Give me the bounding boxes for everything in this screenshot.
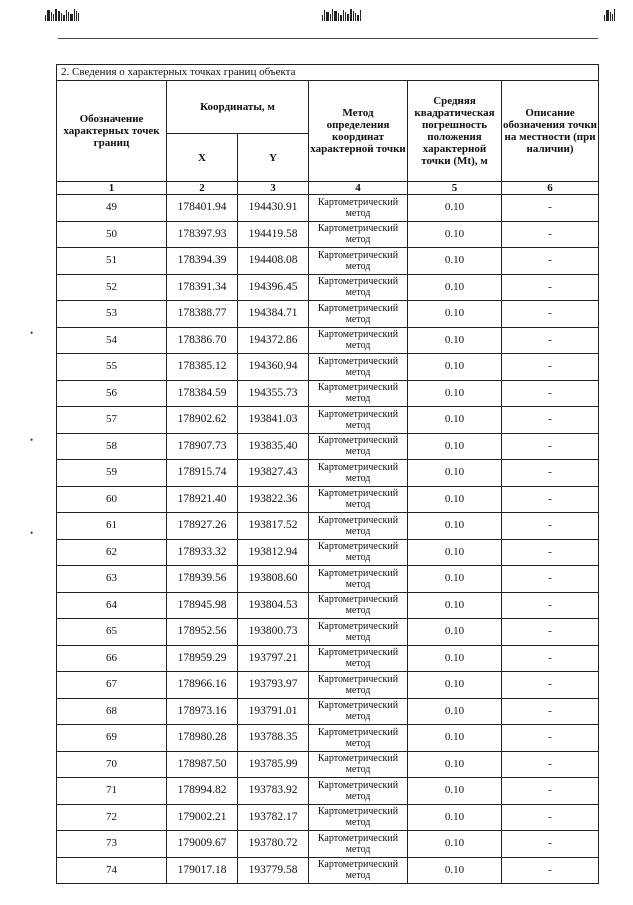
error-cell: 0.10 [408, 539, 502, 566]
error-cell: 0.10 [408, 592, 502, 619]
error-cell: 0.10 [408, 513, 502, 540]
error-cell: 0.10 [408, 248, 502, 275]
header-method: Метод определения координат характерной точки [309, 81, 408, 182]
coord-y: 193782.17 [238, 804, 309, 831]
margin-mark: • [30, 528, 34, 538]
coord-x: 178907.73 [167, 433, 238, 460]
coord-x: 178939.56 [167, 566, 238, 593]
column-number: 3 [238, 182, 309, 195]
table-row [57, 725, 599, 752]
description-cell: - [502, 698, 599, 725]
coord-x: 178952.56 [167, 619, 238, 646]
coord-x: 178902.62 [167, 407, 238, 434]
coord-x: 178915.74 [167, 460, 238, 487]
point-number: 74 [57, 857, 167, 884]
method-cell: Картометрический метод [309, 486, 408, 513]
error-cell: 0.10 [408, 804, 502, 831]
error-cell: 0.10 [408, 407, 502, 434]
point-number: 66 [57, 645, 167, 672]
table-row [57, 592, 599, 619]
description-cell: - [502, 380, 599, 407]
coord-y: 193788.35 [238, 725, 309, 752]
method-cell: Картометрический метод [309, 301, 408, 328]
method-cell: Картометрический метод [309, 433, 408, 460]
point-number: 64 [57, 592, 167, 619]
point-number: 52 [57, 274, 167, 301]
table-row [57, 831, 599, 858]
method-cell: Картометрический метод [309, 407, 408, 434]
table-row [57, 566, 599, 593]
error-cell: 0.10 [408, 751, 502, 778]
coord-y: 193797.21 [238, 645, 309, 672]
coord-y: 193841.03 [238, 407, 309, 434]
table-row [57, 301, 599, 328]
error-cell: 0.10 [408, 327, 502, 354]
error-cell: 0.10 [408, 274, 502, 301]
coord-y: 193835.40 [238, 433, 309, 460]
method-cell: Картометрический метод [309, 221, 408, 248]
error-cell: 0.10 [408, 301, 502, 328]
boundary-points-table [56, 64, 599, 884]
description-cell: - [502, 327, 599, 354]
barcode-mark-right [604, 9, 615, 21]
description-cell: - [502, 486, 599, 513]
table-row [57, 619, 599, 646]
method-cell: Картометрический метод [309, 539, 408, 566]
point-number: 68 [57, 698, 167, 725]
column-number: 2 [167, 182, 238, 195]
table-row [57, 460, 599, 487]
coord-y: 193783.92 [238, 778, 309, 805]
coord-x: 178966.16 [167, 672, 238, 699]
table-row [57, 407, 599, 434]
barcode-mark-center [322, 9, 361, 21]
point-number: 54 [57, 327, 167, 354]
coord-x: 178959.29 [167, 645, 238, 672]
coord-x: 178945.98 [167, 592, 238, 619]
coord-x: 178386.70 [167, 327, 238, 354]
table-row [57, 221, 599, 248]
point-number: 59 [57, 460, 167, 487]
error-cell: 0.10 [408, 380, 502, 407]
point-number: 49 [57, 195, 167, 222]
error-cell: 0.10 [408, 221, 502, 248]
point-number: 56 [57, 380, 167, 407]
table-row [57, 672, 599, 699]
coord-x: 179017.18 [167, 857, 238, 884]
description-cell: - [502, 221, 599, 248]
coord-x: 178401.94 [167, 195, 238, 222]
coord-x: 178391.34 [167, 274, 238, 301]
method-cell: Картометрический метод [309, 327, 408, 354]
description-cell: - [502, 831, 599, 858]
coord-y: 194384.71 [238, 301, 309, 328]
point-number: 69 [57, 725, 167, 752]
description-cell: - [502, 566, 599, 593]
column-number: 4 [309, 182, 408, 195]
description-cell: - [502, 301, 599, 328]
method-cell: Картометрический метод [309, 274, 408, 301]
description-cell: - [502, 672, 599, 699]
coord-y: 193791.01 [238, 698, 309, 725]
description-cell: - [502, 354, 599, 381]
table-row [57, 327, 599, 354]
table-row [57, 248, 599, 275]
method-cell: Картометрический метод [309, 778, 408, 805]
table-row [57, 195, 599, 222]
point-number: 60 [57, 486, 167, 513]
method-cell: Картометрический метод [309, 857, 408, 884]
header-designation: Обозначение характерных точек границ [57, 81, 167, 182]
coord-y: 194372.86 [238, 327, 309, 354]
table-row [57, 645, 599, 672]
coord-x: 178933.32 [167, 539, 238, 566]
coord-y: 193817.52 [238, 513, 309, 540]
table-row [57, 804, 599, 831]
point-number: 63 [57, 566, 167, 593]
error-cell: 0.10 [408, 566, 502, 593]
coord-y: 193793.97 [238, 672, 309, 699]
point-number: 57 [57, 407, 167, 434]
coord-x: 178987.50 [167, 751, 238, 778]
method-cell: Картометрический метод [309, 566, 408, 593]
coord-y: 194408.08 [238, 248, 309, 275]
description-cell: - [502, 195, 599, 222]
coord-x: 178994.82 [167, 778, 238, 805]
coord-y: 193780.72 [238, 831, 309, 858]
coord-x: 178388.77 [167, 301, 238, 328]
point-number: 72 [57, 804, 167, 831]
method-cell: Картометрический метод [309, 831, 408, 858]
description-cell: - [502, 804, 599, 831]
table-row [57, 380, 599, 407]
table-caption-row [57, 65, 599, 81]
section-title: 2. Сведения о характерных точках границ объекта [57, 65, 599, 81]
error-cell: 0.10 [408, 433, 502, 460]
point-number: 53 [57, 301, 167, 328]
description-cell: - [502, 248, 599, 275]
error-cell: 0.10 [408, 645, 502, 672]
description-cell: - [502, 460, 599, 487]
coord-y: 193822.36 [238, 486, 309, 513]
method-cell: Картометрический метод [309, 672, 408, 699]
header-row [57, 81, 599, 134]
coord-x: 178980.28 [167, 725, 238, 752]
point-number: 58 [57, 433, 167, 460]
point-number: 51 [57, 248, 167, 275]
method-cell: Картометрический метод [309, 804, 408, 831]
header-y: Y [238, 134, 309, 182]
point-number: 70 [57, 751, 167, 778]
point-number: 65 [57, 619, 167, 646]
point-number: 61 [57, 513, 167, 540]
column-number: 1 [57, 182, 167, 195]
coord-y: 193812.94 [238, 539, 309, 566]
error-cell: 0.10 [408, 778, 502, 805]
coord-x: 178397.93 [167, 221, 238, 248]
margin-mark: • [30, 328, 34, 338]
method-cell: Картометрический метод [309, 751, 408, 778]
coord-y: 194355.73 [238, 380, 309, 407]
error-cell: 0.10 [408, 857, 502, 884]
method-cell: Картометрический метод [309, 513, 408, 540]
column-number: 6 [502, 182, 599, 195]
coord-y: 194430.91 [238, 195, 309, 222]
coord-y: 193800.73 [238, 619, 309, 646]
coord-x: 179009.67 [167, 831, 238, 858]
point-number: 71 [57, 778, 167, 805]
point-number: 62 [57, 539, 167, 566]
description-cell: - [502, 513, 599, 540]
method-cell: Картометрический метод [309, 698, 408, 725]
error-cell: 0.10 [408, 460, 502, 487]
coord-y: 194360.94 [238, 354, 309, 381]
table-body [57, 195, 599, 884]
coord-x: 179002.21 [167, 804, 238, 831]
description-cell: - [502, 619, 599, 646]
point-number: 73 [57, 831, 167, 858]
method-cell: Картометрический метод [309, 619, 408, 646]
coord-y: 193785.99 [238, 751, 309, 778]
description-cell: - [502, 725, 599, 752]
column-number-row [57, 182, 599, 195]
coord-y: 194419.58 [238, 221, 309, 248]
point-number: 55 [57, 354, 167, 381]
description-cell: - [502, 274, 599, 301]
method-cell: Картометрический метод [309, 380, 408, 407]
header-description: Описание обозначения точки на местности (при наличии) [502, 81, 599, 182]
description-cell: - [502, 539, 599, 566]
table-row [57, 433, 599, 460]
method-cell: Картометрический метод [309, 248, 408, 275]
method-cell: Картометрический метод [309, 592, 408, 619]
header-x: X [167, 134, 238, 182]
method-cell: Картометрический метод [309, 645, 408, 672]
table-row [57, 539, 599, 566]
header-rule [58, 38, 598, 39]
table-row [57, 354, 599, 381]
description-cell: - [502, 592, 599, 619]
header-coordinates: Координаты, м [167, 81, 309, 134]
description-cell: - [502, 645, 599, 672]
coord-x: 178384.59 [167, 380, 238, 407]
error-cell: 0.10 [408, 831, 502, 858]
description-cell: - [502, 407, 599, 434]
error-cell: 0.10 [408, 619, 502, 646]
description-cell: - [502, 751, 599, 778]
table-row [57, 778, 599, 805]
description-cell: - [502, 778, 599, 805]
point-number: 50 [57, 221, 167, 248]
margin-mark: • [30, 435, 34, 445]
table-row [57, 513, 599, 540]
coord-x: 178921.40 [167, 486, 238, 513]
coord-x: 178927.26 [167, 513, 238, 540]
error-cell: 0.10 [408, 725, 502, 752]
coord-y: 193808.60 [238, 566, 309, 593]
point-number: 67 [57, 672, 167, 699]
error-cell: 0.10 [408, 486, 502, 513]
error-cell: 0.10 [408, 354, 502, 381]
coord-y: 193779.58 [238, 857, 309, 884]
description-cell: - [502, 857, 599, 884]
table-row [57, 857, 599, 884]
coord-y: 193804.53 [238, 592, 309, 619]
coord-x: 178394.39 [167, 248, 238, 275]
method-cell: Картометрический метод [309, 725, 408, 752]
coord-x: 178385.12 [167, 354, 238, 381]
barcode-mark-left [45, 9, 79, 21]
column-number: 5 [408, 182, 502, 195]
method-cell: Картометрический метод [309, 195, 408, 222]
method-cell: Картометрический метод [309, 354, 408, 381]
table-row [57, 698, 599, 725]
coord-y: 194396.45 [238, 274, 309, 301]
method-cell: Картометрический метод [309, 460, 408, 487]
table-row [57, 486, 599, 513]
error-cell: 0.10 [408, 672, 502, 699]
coord-x: 178973.16 [167, 698, 238, 725]
table-row [57, 751, 599, 778]
error-cell: 0.10 [408, 195, 502, 222]
error-cell: 0.10 [408, 698, 502, 725]
description-cell: - [502, 433, 599, 460]
coord-y: 193827.43 [238, 460, 309, 487]
header-error: Средняя квадратическая погрешность положения характерной точки (Mt), м [408, 81, 502, 182]
table-row [57, 274, 599, 301]
